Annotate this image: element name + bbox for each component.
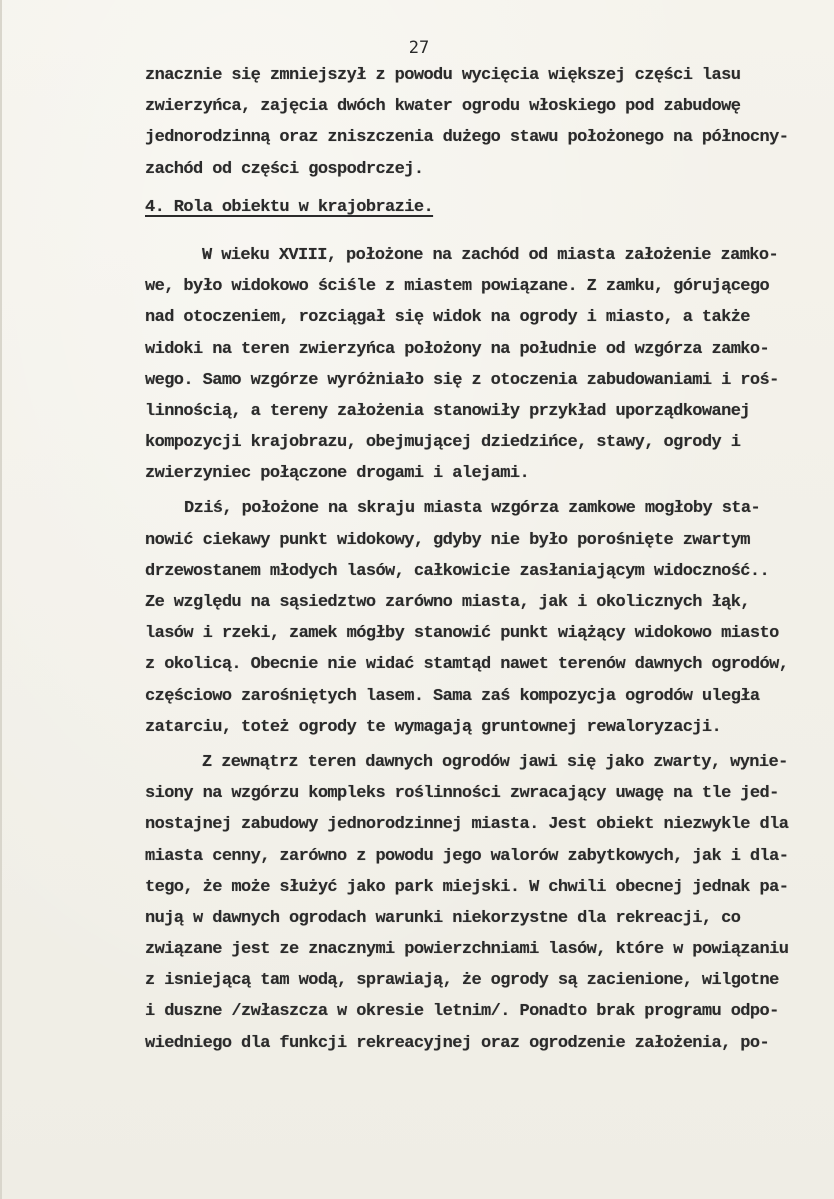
- text-line: związane jest ze znacznymi powierzchniami lasów, które w powiązaniu: [145, 940, 789, 960]
- text-line: nad otoczeniem, rozciągał się widok na ogrody i miasto, a także: [145, 308, 750, 328]
- paragraph-3: [145, 747, 825, 1059]
- text-line: zachód od części gospodrczej.: [145, 159, 424, 179]
- paragraph-intro: [145, 60, 825, 185]
- text-line: tego, że może służyć jako park miejski. W chwili obecnej jednak pa-: [145, 877, 789, 897]
- text-line: wego. Samo wzgórze wyróżniało się z otoczenia zabudowaniami i roś-: [145, 370, 779, 390]
- text-line: zwierzyńca, zajęcia dwóch kwater ogrodu włoskiego pod zabudowę: [145, 97, 741, 117]
- section-heading: 4. Rola obiektu w krajobrazie.: [145, 197, 434, 217]
- text-line: nostajnej zabudowy jednorodzinnej miasta. Jest obiekt niezwykle dla: [145, 815, 789, 835]
- text-line: Dziś, położone na skraju miasta wzgórza zamkowe mogłoby sta-: [184, 499, 761, 519]
- document-body: [145, 60, 825, 1059]
- paragraph-2: [145, 493, 825, 743]
- text-line: nują w dawnych ogrodach warunki niekorzystne dla rekreacji, co: [145, 908, 741, 928]
- text-line: linnością, a tereny założenia stanowiły przykład uporządkowanej: [145, 401, 750, 421]
- text-line: siony na wzgórzu kompleks roślinności zwracający uwagę na tle jed-: [145, 784, 779, 804]
- text-line: wiedniego dla funkcji rekreacyjnej oraz ogrodzenie założenia, po-: [145, 1033, 770, 1053]
- text-line: z okolicą. Obecnie nie widać stamtąd nawet terenów dawnych ogrodów,: [145, 655, 789, 675]
- text-line: W wieku XVIII, położone na zachód od miasta założenie zamko-: [202, 245, 779, 265]
- paragraph-1: [145, 240, 825, 490]
- text-line: z isniejącą tam wodą, sprawiają, że ogrody są zacienione, wilgotne: [145, 971, 779, 991]
- text-line: we, było widokowo ściśle z miastem powiązane. Z zamku, górującego: [145, 277, 770, 297]
- text-line: miasta cenny, zarówno z powodu jego walorów zabytkowych, jak i dla-: [145, 846, 789, 866]
- text-line: drzewostanem młodych lasów, całkowicie zasłaniającym widoczność..: [145, 561, 770, 581]
- text-line: kompozycji krajobrazu, obejmującej dziedzińce, stawy, ogrody i: [145, 433, 741, 453]
- text-line: jednorodzinną oraz zniszczenia dużego stawu położonego na północny-: [145, 128, 789, 148]
- text-line: znacznie się zmniejszył z powodu wycięcia większej części lasu: [145, 66, 741, 85]
- page-number: 27: [408, 38, 430, 58]
- text-line: Z zewnątrz teren dawnych ogrodów jawi się jako zwarty, wynie-: [202, 752, 788, 772]
- text-line: widoki na teren zwierzyńca położony na południe od wzgórza zamko-: [145, 339, 770, 359]
- text-line: i duszne /zwłaszcza w okresie letnim/. Ponadto brak programu odpo-: [145, 1002, 779, 1022]
- text-line: lasów i rzeki, zamek mógłby stanowić punkt wiążący widokowo miasto: [145, 624, 779, 644]
- text-line: zwierzyniec połączone drogami i alejami.: [145, 464, 530, 484]
- text-line: zatarciu, toteż ogrody te wymagają gruntownej rewaloryzacji.: [145, 717, 722, 737]
- text-line: częściowo zarośniętych lasem. Sama zaś kompozycja ogrodów uległa: [145, 686, 760, 706]
- text-line: nowić ciekawy punkt widokowy, gdyby nie było porośnięte zwartym: [145, 530, 750, 550]
- text-line: Ze względu na sąsiedztwo zarówno miasta, jak i okolicznych łąk,: [145, 593, 750, 612]
